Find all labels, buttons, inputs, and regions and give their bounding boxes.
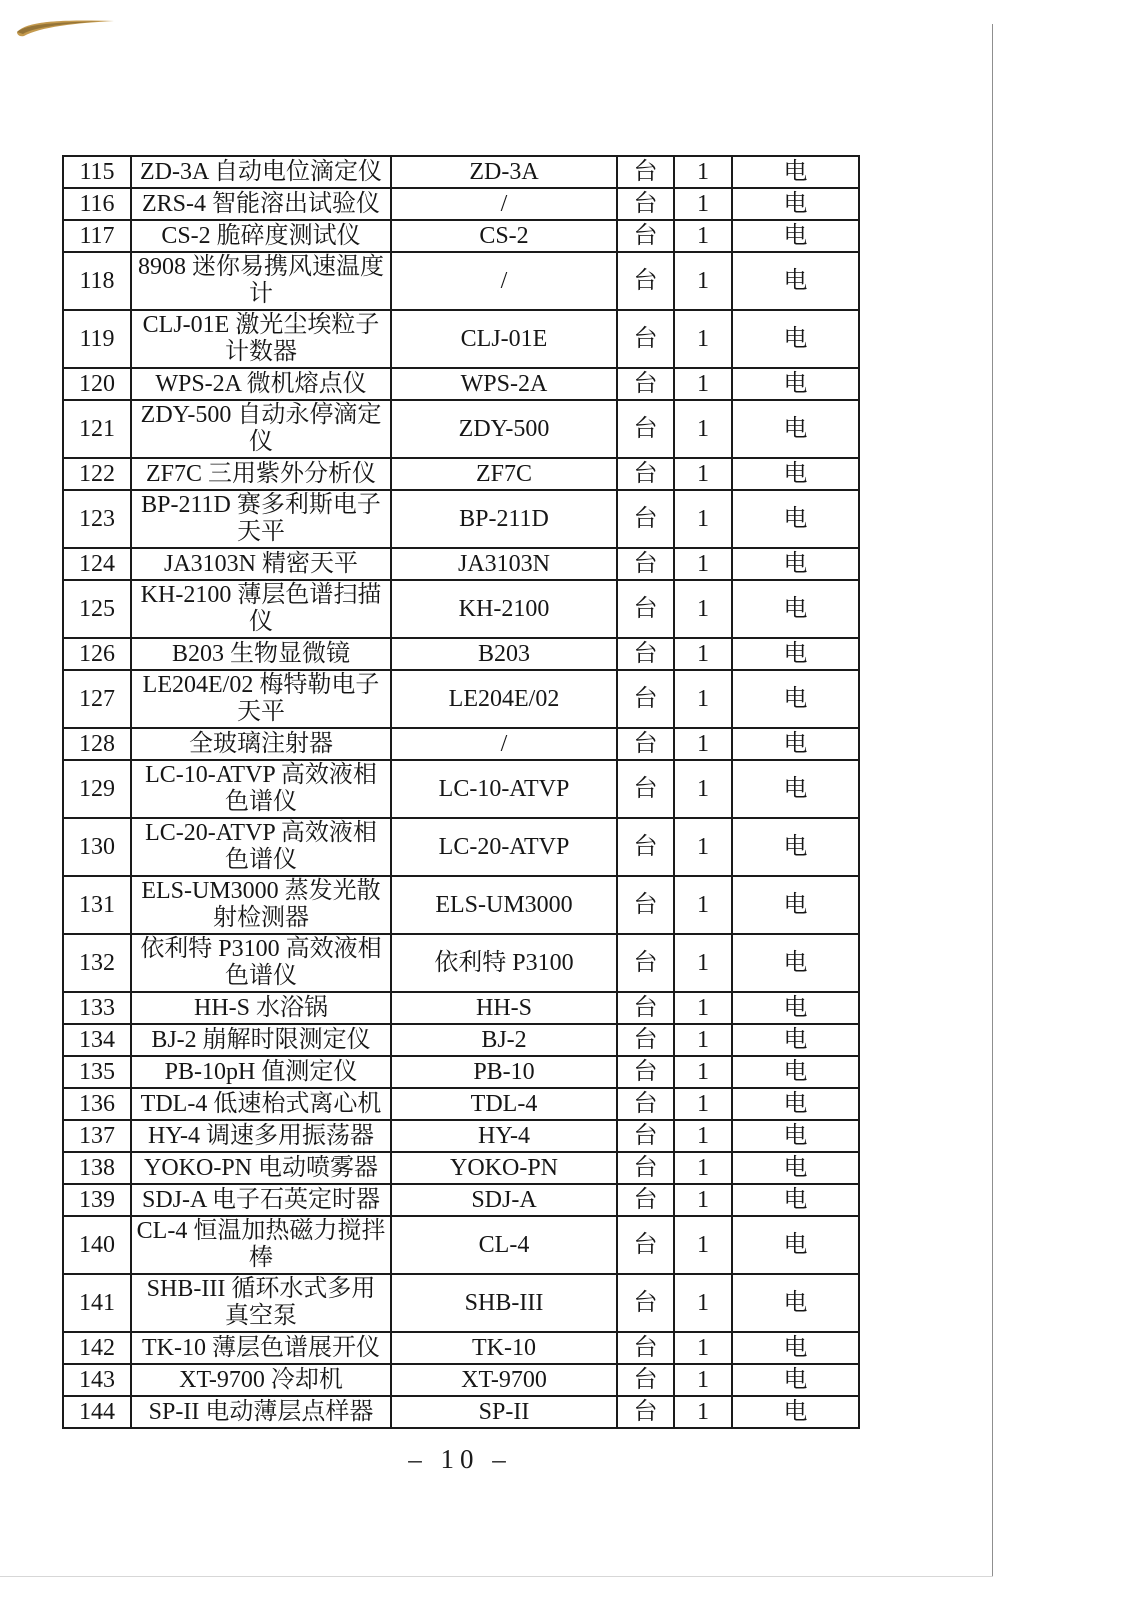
model-cell: KH-2100: [391, 580, 617, 638]
row-number-cell: 140: [63, 1216, 131, 1274]
model-cell: BP-211D: [391, 490, 617, 548]
model-cell: JA3103N: [391, 548, 617, 580]
equipment-name-cell: BJ-2 崩解时限测定仪: [131, 1024, 391, 1056]
quantity-cell: 1: [674, 1120, 732, 1152]
model-cell: HY-4: [391, 1120, 617, 1152]
model-cell: /: [391, 728, 617, 760]
table-row: [63, 1152, 859, 1184]
model-cell: TK-10: [391, 1332, 617, 1364]
model-cell: PB-10: [391, 1056, 617, 1088]
quantity-cell: 1: [674, 1274, 732, 1332]
equipment-name-cell: 依利特 P3100 高效液相色谱仪: [131, 934, 391, 992]
unit-cell: 台: [617, 818, 674, 876]
power-type-cell: 电: [732, 1120, 859, 1152]
unit-cell: 台: [617, 220, 674, 252]
power-type-cell: 电: [732, 728, 859, 760]
model-cell: 依利特 P3100: [391, 934, 617, 992]
table-row: [63, 934, 859, 992]
row-number-cell: 141: [63, 1274, 131, 1332]
quantity-cell: 1: [674, 220, 732, 252]
unit-cell: 台: [617, 548, 674, 580]
power-type-cell: 电: [732, 876, 859, 934]
equipment-name-cell: LE204E/02 梅特勒电子天平: [131, 670, 391, 728]
table-row: [63, 818, 859, 876]
table-row: [63, 458, 859, 490]
equipment-name-cell: LC-10-ATVP 高效液相色谱仪: [131, 760, 391, 818]
unit-cell: 台: [617, 1396, 674, 1428]
unit-cell: 台: [617, 1088, 674, 1120]
table-row: [63, 1184, 859, 1216]
row-number-cell: 134: [63, 1024, 131, 1056]
unit-cell: 台: [617, 310, 674, 368]
power-type-cell: 电: [732, 310, 859, 368]
model-cell: B203: [391, 638, 617, 670]
row-number-cell: 137: [63, 1120, 131, 1152]
equipment-name-cell: CLJ-01E 激光尘埃粒子计数器: [131, 310, 391, 368]
unit-cell: 台: [617, 1056, 674, 1088]
power-type-cell: 电: [732, 670, 859, 728]
model-cell: WPS-2A: [391, 368, 617, 400]
power-type-cell: 电: [732, 252, 859, 310]
power-type-cell: 电: [732, 1024, 859, 1056]
equipment-name-cell: PB-10pH 值测定仪: [131, 1056, 391, 1088]
quantity-cell: 1: [674, 188, 732, 220]
model-cell: TDL-4: [391, 1088, 617, 1120]
quantity-cell: 1: [674, 548, 732, 580]
quantity-cell: 1: [674, 934, 732, 992]
table-row: [63, 580, 859, 638]
quantity-cell: 1: [674, 1396, 732, 1428]
quantity-cell: 1: [674, 1088, 732, 1120]
equipment-name-cell: 8908 迷你易携风速温度计: [131, 252, 391, 310]
power-type-cell: 电: [732, 934, 859, 992]
row-number-cell: 126: [63, 638, 131, 670]
row-number-cell: 129: [63, 760, 131, 818]
table-row: [63, 188, 859, 220]
table-row: [63, 156, 859, 188]
power-type-cell: 电: [732, 220, 859, 252]
quantity-cell: 1: [674, 876, 732, 934]
unit-cell: 台: [617, 1152, 674, 1184]
table-row: [63, 1056, 859, 1088]
power-type-cell: 电: [732, 1088, 859, 1120]
equipment-name-cell: HH-S 水浴锅: [131, 992, 391, 1024]
model-cell: /: [391, 252, 617, 310]
unit-cell: 台: [617, 188, 674, 220]
equipment-name-cell: HY-4 调速多用振荡器: [131, 1120, 391, 1152]
table-row: [63, 1332, 859, 1364]
model-cell: ZDY-500: [391, 400, 617, 458]
row-number-cell: 120: [63, 368, 131, 400]
power-type-cell: 电: [732, 1184, 859, 1216]
quantity-cell: 1: [674, 728, 732, 760]
table-row: [63, 400, 859, 458]
quantity-cell: 1: [674, 1056, 732, 1088]
table-row: [63, 220, 859, 252]
row-number-cell: 143: [63, 1364, 131, 1396]
unit-cell: 台: [617, 638, 674, 670]
row-number-cell: 139: [63, 1184, 131, 1216]
row-number-cell: 122: [63, 458, 131, 490]
quantity-cell: 1: [674, 1152, 732, 1184]
quantity-cell: 1: [674, 1364, 732, 1396]
pen-smudge-artifact: [14, 12, 124, 44]
quantity-cell: 1: [674, 458, 732, 490]
unit-cell: 台: [617, 252, 674, 310]
table-row: [63, 490, 859, 548]
model-cell: CL-4: [391, 1216, 617, 1274]
power-type-cell: 电: [732, 548, 859, 580]
equipment-name-cell: ZF7C 三用紫外分析仪: [131, 458, 391, 490]
table-row: [63, 368, 859, 400]
table-row: [63, 1274, 859, 1332]
power-type-cell: 电: [732, 580, 859, 638]
model-cell: HH-S: [391, 992, 617, 1024]
model-cell: YOKO-PN: [391, 1152, 617, 1184]
unit-cell: 台: [617, 458, 674, 490]
model-cell: CS-2: [391, 220, 617, 252]
table-row: [63, 992, 859, 1024]
power-type-cell: 电: [732, 1396, 859, 1428]
table-row: [63, 1396, 859, 1428]
row-number-cell: 136: [63, 1088, 131, 1120]
model-cell: CLJ-01E: [391, 310, 617, 368]
unit-cell: 台: [617, 728, 674, 760]
unit-cell: 台: [617, 670, 674, 728]
equipment-name-cell: WPS-2A 微机熔点仪: [131, 368, 391, 400]
row-number-cell: 123: [63, 490, 131, 548]
power-type-cell: 电: [732, 1332, 859, 1364]
table-row: [63, 1364, 859, 1396]
quantity-cell: 1: [674, 368, 732, 400]
equipment-name-cell: TDL-4 低速枱式离心机: [131, 1088, 391, 1120]
table-row: [63, 670, 859, 728]
quantity-cell: 1: [674, 490, 732, 548]
power-type-cell: 电: [732, 638, 859, 670]
power-type-cell: 电: [732, 1152, 859, 1184]
model-cell: /: [391, 188, 617, 220]
table-row: [63, 252, 859, 310]
row-number-cell: 132: [63, 934, 131, 992]
equipment-name-cell: ZRS-4 智能溶出试验仪: [131, 188, 391, 220]
table-row: [63, 876, 859, 934]
unit-cell: 台: [617, 934, 674, 992]
table-row: [63, 638, 859, 670]
model-cell: LC-20-ATVP: [391, 818, 617, 876]
equipment-name-cell: B203 生物显微镜: [131, 638, 391, 670]
equipment-name-cell: CS-2 脆碎度测试仪: [131, 220, 391, 252]
model-cell: BJ-2: [391, 1024, 617, 1056]
table-row: [63, 548, 859, 580]
equipment-table-body: [63, 156, 859, 1428]
unit-cell: 台: [617, 760, 674, 818]
quantity-cell: 1: [674, 252, 732, 310]
unit-cell: 台: [617, 1120, 674, 1152]
unit-cell: 台: [617, 490, 674, 548]
equipment-name-cell: ZDY-500 自动永停滴定仪: [131, 400, 391, 458]
unit-cell: 台: [617, 368, 674, 400]
quantity-cell: 1: [674, 1184, 732, 1216]
equipment-name-cell: JA3103N 精密天平: [131, 548, 391, 580]
equipment-name-cell: ZD-3A 自动电位滴定仪: [131, 156, 391, 188]
model-cell: XT-9700: [391, 1364, 617, 1396]
equipment-name-cell: YOKO-PN 电动喷雾器: [131, 1152, 391, 1184]
page-edge-line-vertical: [992, 24, 993, 1577]
unit-cell: 台: [617, 1332, 674, 1364]
row-number-cell: 116: [63, 188, 131, 220]
power-type-cell: 电: [732, 760, 859, 818]
row-number-cell: 128: [63, 728, 131, 760]
quantity-cell: 1: [674, 1216, 732, 1274]
equipment-name-cell: 全玻璃注射器: [131, 728, 391, 760]
power-type-cell: 电: [732, 458, 859, 490]
quantity-cell: 1: [674, 156, 732, 188]
quantity-cell: 1: [674, 760, 732, 818]
quantity-cell: 1: [674, 818, 732, 876]
power-type-cell: 电: [732, 188, 859, 220]
table-row: [63, 760, 859, 818]
power-type-cell: 电: [732, 992, 859, 1024]
row-number-cell: 117: [63, 220, 131, 252]
model-cell: SHB-III: [391, 1274, 617, 1332]
row-number-cell: 118: [63, 252, 131, 310]
page-number: – 10 –: [408, 1444, 512, 1474]
model-cell: SP-II: [391, 1396, 617, 1428]
model-cell: LC-10-ATVP: [391, 760, 617, 818]
unit-cell: 台: [617, 1274, 674, 1332]
row-number-cell: 138: [63, 1152, 131, 1184]
power-type-cell: 电: [732, 490, 859, 548]
table-row: [63, 728, 859, 760]
table-row: [63, 1024, 859, 1056]
power-type-cell: 电: [732, 1364, 859, 1396]
unit-cell: 台: [617, 156, 674, 188]
unit-cell: 台: [617, 1216, 674, 1274]
quantity-cell: 1: [674, 580, 732, 638]
power-type-cell: 电: [732, 1056, 859, 1088]
table-row: [63, 1120, 859, 1152]
quantity-cell: 1: [674, 1024, 732, 1056]
equipment-name-cell: SP-II 电动薄层点样器: [131, 1396, 391, 1428]
table-row: [63, 1216, 859, 1274]
quantity-cell: 1: [674, 1332, 732, 1364]
row-number-cell: 131: [63, 876, 131, 934]
row-number-cell: 127: [63, 670, 131, 728]
row-number-cell: 119: [63, 310, 131, 368]
power-type-cell: 电: [732, 1216, 859, 1274]
model-cell: ZF7C: [391, 458, 617, 490]
power-type-cell: 电: [732, 400, 859, 458]
equipment-name-cell: KH-2100 薄层色谱扫描仪: [131, 580, 391, 638]
quantity-cell: 1: [674, 400, 732, 458]
row-number-cell: 124: [63, 548, 131, 580]
power-type-cell: 电: [732, 368, 859, 400]
quantity-cell: 1: [674, 638, 732, 670]
equipment-name-cell: ELS-UM3000 蒸发光散射检测器: [131, 876, 391, 934]
unit-cell: 台: [617, 1024, 674, 1056]
row-number-cell: 115: [63, 156, 131, 188]
row-number-cell: 133: [63, 992, 131, 1024]
table-row: [63, 1088, 859, 1120]
unit-cell: 台: [617, 1184, 674, 1216]
equipment-name-cell: LC-20-ATVP 高效液相色谱仪: [131, 818, 391, 876]
unit-cell: 台: [617, 876, 674, 934]
unit-cell: 台: [617, 580, 674, 638]
table-row: [63, 310, 859, 368]
equipment-name-cell: SDJ-A 电子石英定时器: [131, 1184, 391, 1216]
power-type-cell: 电: [732, 1274, 859, 1332]
page-edge-line-bottom: [0, 1576, 993, 1577]
model-cell: SDJ-A: [391, 1184, 617, 1216]
power-type-cell: 电: [732, 818, 859, 876]
model-cell: ZD-3A: [391, 156, 617, 188]
row-number-cell: 121: [63, 400, 131, 458]
equipment-name-cell: XT-9700 冷却机: [131, 1364, 391, 1396]
quantity-cell: 1: [674, 310, 732, 368]
row-number-cell: 142: [63, 1332, 131, 1364]
equipment-table: [62, 155, 860, 1429]
equipment-name-cell: TK-10 薄层色谱展开仪: [131, 1332, 391, 1364]
quantity-cell: 1: [674, 992, 732, 1024]
row-number-cell: 130: [63, 818, 131, 876]
equipment-name-cell: BP-211D 赛多利斯电子天平: [131, 490, 391, 548]
model-cell: LE204E/02: [391, 670, 617, 728]
unit-cell: 台: [617, 400, 674, 458]
row-number-cell: 135: [63, 1056, 131, 1088]
equipment-name-cell: SHB-III 循环水式多用真空泵: [131, 1274, 391, 1332]
row-number-cell: 125: [63, 580, 131, 638]
unit-cell: 台: [617, 992, 674, 1024]
model-cell: ELS-UM3000: [391, 876, 617, 934]
power-type-cell: 电: [732, 156, 859, 188]
unit-cell: 台: [617, 1364, 674, 1396]
equipment-name-cell: CL-4 恒温加热磁力搅拌棒: [131, 1216, 391, 1274]
row-number-cell: 144: [63, 1396, 131, 1428]
quantity-cell: 1: [674, 670, 732, 728]
